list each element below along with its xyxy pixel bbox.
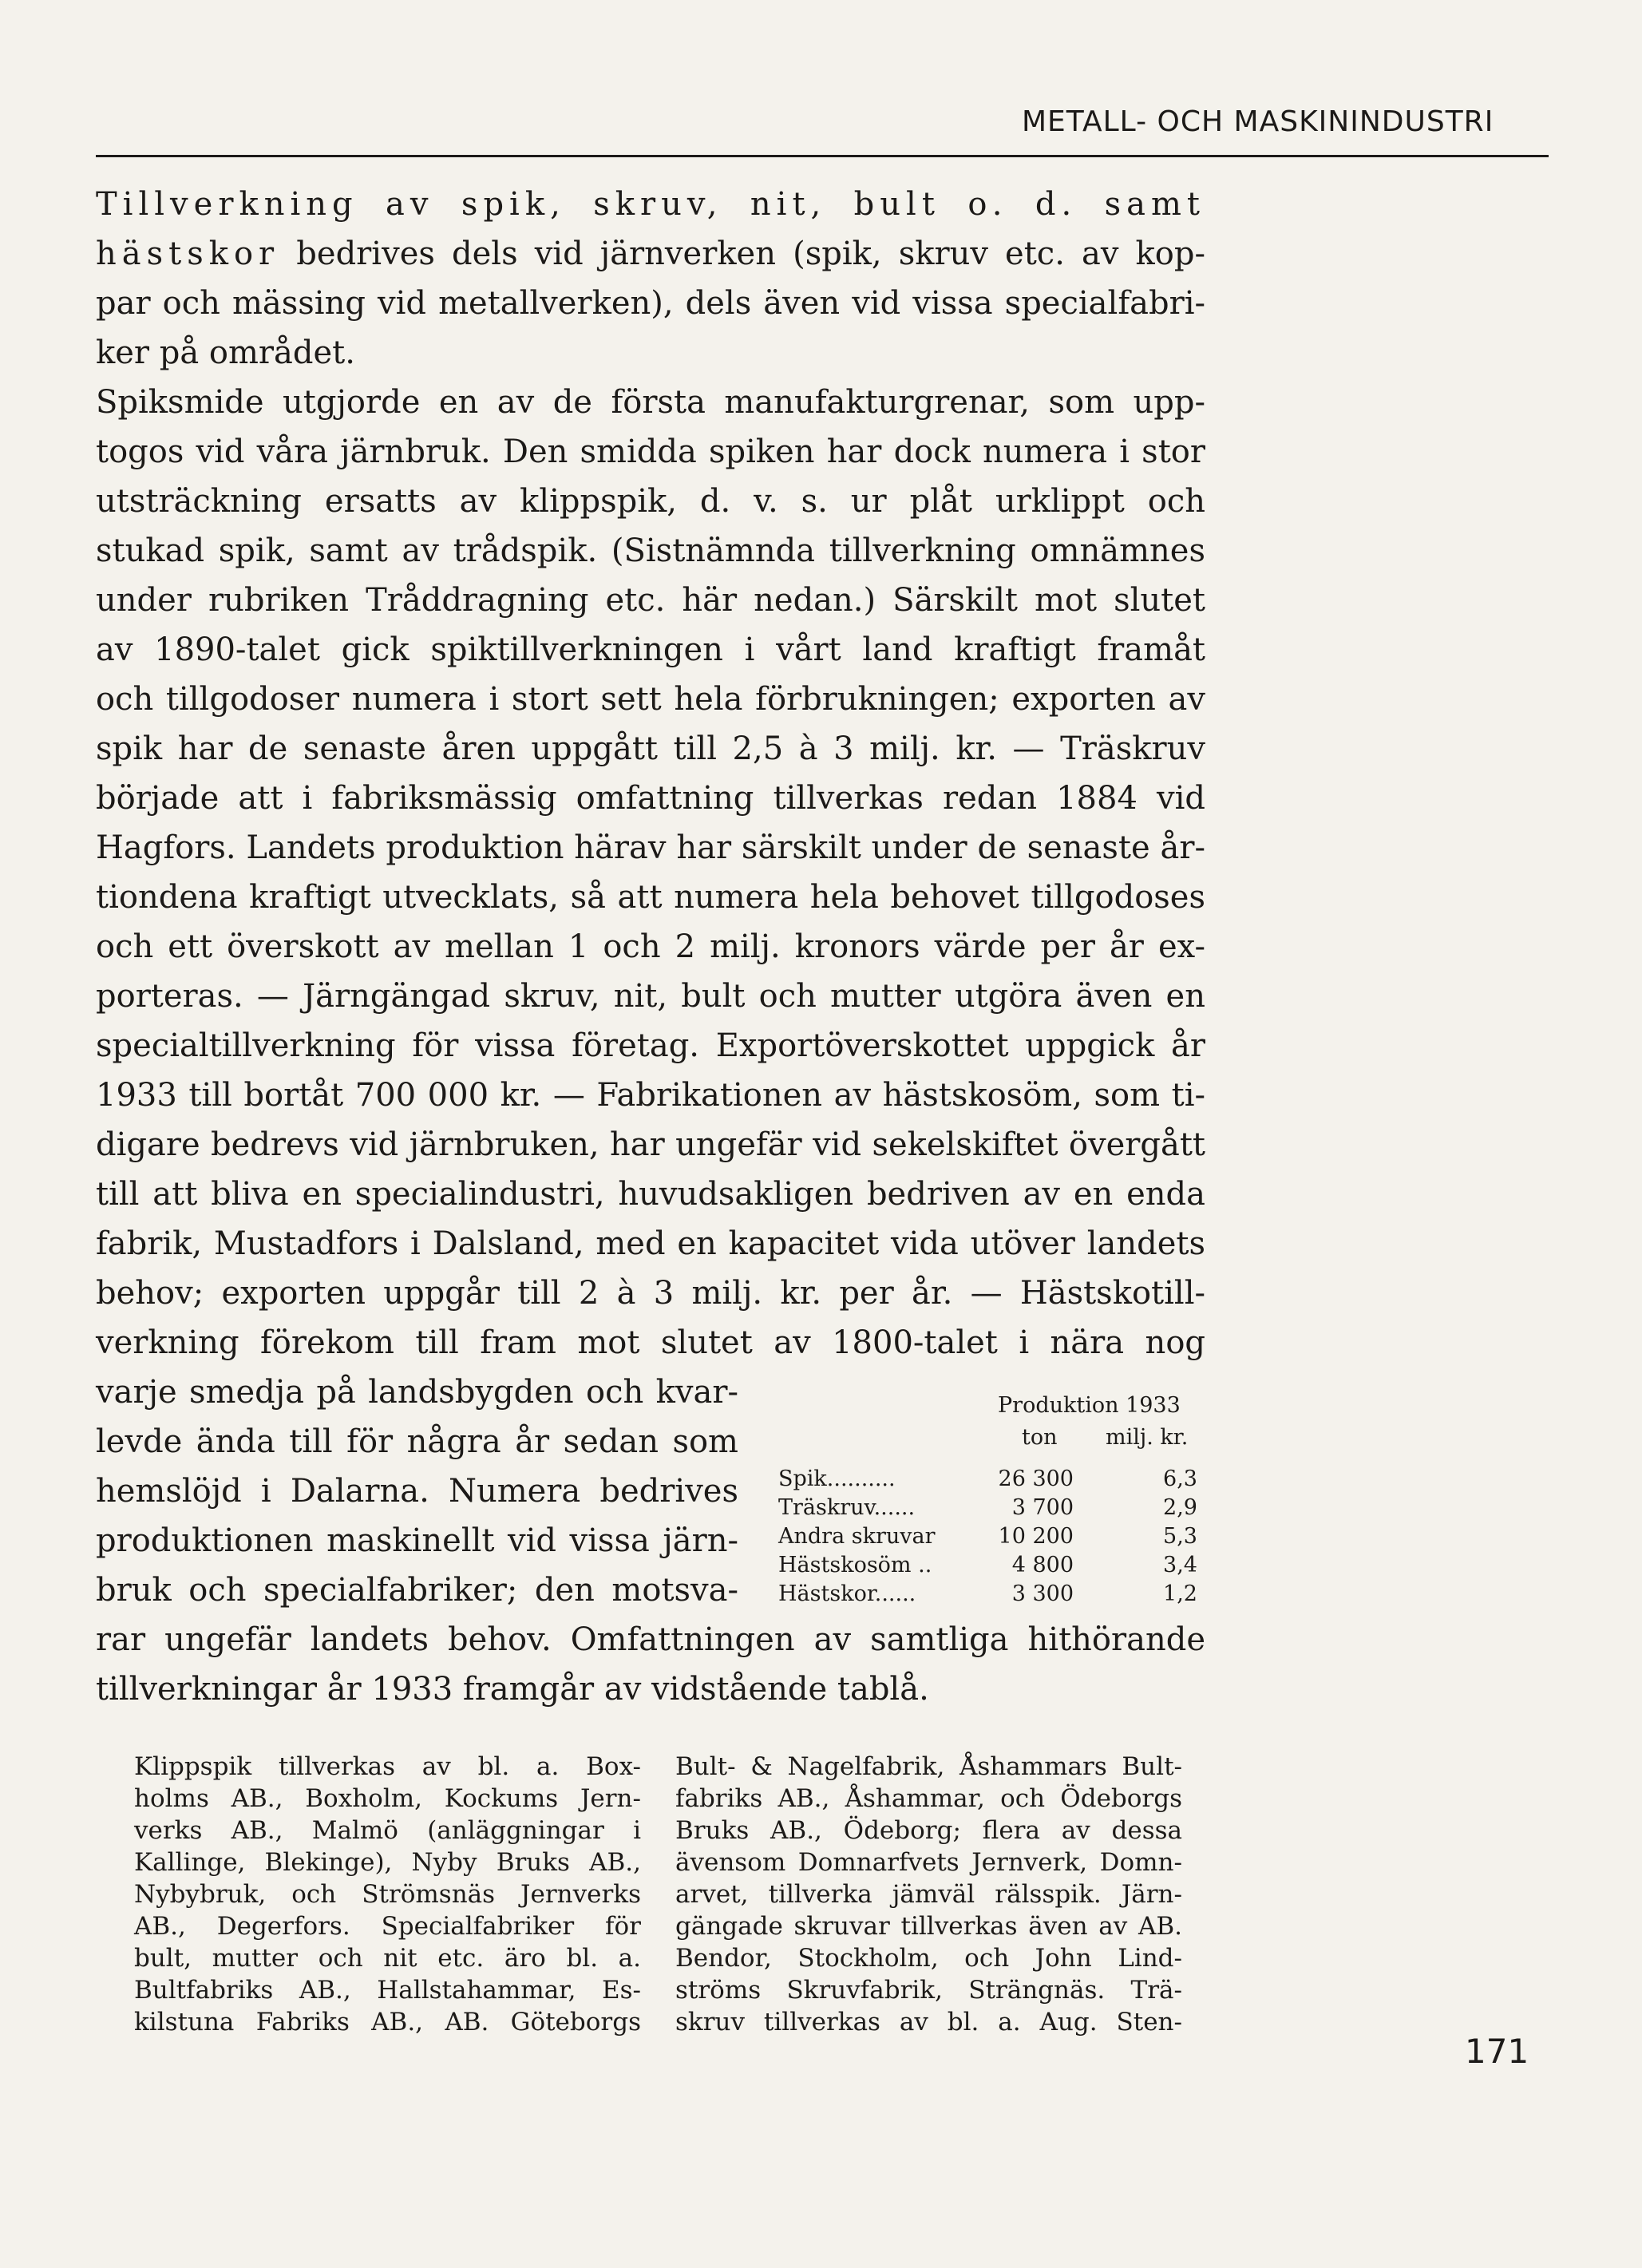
- header-rule: [96, 155, 1549, 157]
- body-line: och ett överskott av mellan 1 och 2 milj. kronors värde per år ex-: [96, 928, 1205, 965]
- spaced-term: hästskor: [96, 236, 280, 272]
- body-line: tillverkningar år 1933 framgår av vidstående tablå.: [96, 1671, 929, 1708]
- footnote-line: kilstuna Fabriks AB., AB. Göteborgs: [134, 2008, 641, 2036]
- table-row-label: Andra skruvar: [778, 1524, 936, 1549]
- table-row-label: Träskruv......: [778, 1495, 916, 1520]
- footnote-line: Bendor, Stockholm, och John Lind-: [675, 1944, 1182, 1973]
- footnote-line: gängade skruvar tillverkas även av AB.: [675, 1912, 1182, 1941]
- body-line: specialtillverkning för vissa företag. Exportöverskottet uppgick år: [96, 1027, 1205, 1064]
- body-line: Spiksmide utgjorde en av de första manufakturgrenar, som upp-: [96, 384, 1205, 421]
- table-row-label: Hästskor......: [778, 1581, 916, 1606]
- body-line: under rubriken Tråddragning etc. här nedan.) Särskilt mot slutet: [96, 582, 1205, 619]
- table-row-ton: 3 300: [1011, 1581, 1074, 1606]
- table-row: [774, 1495, 1221, 1524]
- footnote-line: arvet, tillverka jämväl rälsspik. Järn-: [675, 1880, 1182, 1909]
- footnote-line: ströms Skruvfabrik, Strängnäs. Trä-: [675, 1976, 1182, 2005]
- body-line: varje smedja på landsbygden och kvar-: [96, 1374, 738, 1411]
- body-line: stukad spik, samt av trådspik. (Sistnämnda tillverkning omnämnes: [96, 532, 1205, 569]
- footnote-line: Bruks AB., Ödeborg; flera av dessa: [675, 1816, 1182, 1845]
- running-header: METALL- OCH MASKININDUSTRI: [1022, 105, 1494, 138]
- body-line: par och mässing vid metallverken), dels även vid vissa specialfabri-: [96, 285, 1205, 322]
- body-line-rest: bedrives dels vid järnverken (spik, skruv etc. av kop-: [279, 236, 1205, 272]
- table-row: [774, 1581, 1221, 1610]
- body-line: 1933 till bortåt 700 000 kr. — Fabrikationen av hästskosöm, som ti-: [96, 1077, 1205, 1114]
- body-line: [96, 238, 1205, 270]
- table-row-label: Spik..........: [778, 1466, 896, 1491]
- body-line: ker på området.: [96, 334, 355, 371]
- table-unit-ton: ton: [1022, 1425, 1058, 1450]
- body-line: togos vid våra järnbruk. Den smidda spiken har dock numera i stor: [96, 433, 1205, 470]
- table-row-ton: 26 300: [998, 1466, 1074, 1491]
- body-line: produktionen maskinellt vid vissa järn-: [96, 1522, 738, 1559]
- table-row-mkr: 5,3: [1163, 1524, 1197, 1549]
- body-line: digare bedrevs vid järnbruken, har ungefär vid sekelskiftet övergått: [96, 1126, 1205, 1163]
- table-unit-kr: milj. kr.: [1106, 1425, 1189, 1450]
- table-title: Produktion 1933: [998, 1393, 1181, 1418]
- body-line: Tillverkning av spik, skruv, nit, bult o. d. samt: [96, 186, 1205, 223]
- footnote-line: fabriks AB., Åshammar, och Ödeborgs: [675, 1784, 1182, 1813]
- body-line: tiondena kraftigt utvecklats, så att numera hela behovet tillgodoses: [96, 879, 1205, 916]
- body-line: rar ungefär landets behov. Omfattningen av samtliga hithörande: [96, 1621, 1205, 1658]
- body-line: började att i fabriksmässig omfattning tillverkas redan 1884 vid: [96, 780, 1205, 817]
- body-line: spik har de senaste åren uppgått till 2,5 à 3 milj. kr. — Träskruv: [96, 730, 1205, 767]
- table-row-mkr: 6,3: [1163, 1466, 1197, 1491]
- footnote-line: holms AB., Boxholm, Kockums Jern-: [134, 1784, 641, 1813]
- body-line: och tillgodoser numera i stort sett hela förbrukningen; exporten av: [96, 681, 1205, 718]
- footnote-line: Klippspik tillverkas av bl. a. Box-: [134, 1752, 641, 1781]
- table-row-ton: 3 700: [1011, 1495, 1074, 1520]
- footnote-line: Bultfabriks AB., Hallstahammar, Es-: [134, 1976, 641, 2005]
- table-row-mkr: 3,4: [1163, 1553, 1197, 1577]
- body-line: av 1890-talet gick spiktillverkningen i vårt land kraftigt framåt: [96, 631, 1205, 668]
- table-row-label: Hästskosöm ..: [778, 1553, 932, 1577]
- table-row: [774, 1524, 1221, 1553]
- footnote-line: Bult- & Nagelfabrik, Åshammars Bult-: [675, 1752, 1182, 1781]
- footnote-line: Kallinge, Blekinge), Nyby Bruks AB.,: [134, 1848, 641, 1877]
- footnote-line: verks AB., Malmö (anläggningar i: [134, 1816, 641, 1845]
- body-line: till att bliva en specialindustri, huvudsakligen bedriven av en enda: [96, 1176, 1205, 1213]
- body-line: levde ända till för några år sedan som: [96, 1423, 738, 1460]
- table-row: [774, 1466, 1221, 1495]
- body-line: bruk och specialfabriker; den motsva-: [96, 1572, 738, 1609]
- table-row-ton: 4 800: [1011, 1553, 1074, 1577]
- table-row: [774, 1553, 1221, 1581]
- table-row-ton: 10 200: [998, 1524, 1074, 1549]
- body-line: fabrik, Mustadfors i Dalsland, med en kapacitet vida utöver landets: [96, 1225, 1205, 1262]
- body-line: porteras. — Järngängad skruv, nit, bult och mutter utgöra även en: [96, 978, 1205, 1015]
- footnote-line: skruv tillverkas av bl. a. Aug. Sten-: [675, 2008, 1182, 2036]
- body-line: Hagfors. Landets produktion härav har särskilt under de senaste år-: [96, 829, 1205, 866]
- footnote-line: AB., Degerfors. Specialfabriker för: [134, 1912, 641, 1941]
- body-line: utsträckning ersatts av klippspik, d. v. s. ur plåt urklippt och: [96, 483, 1205, 520]
- footnote-line: ävensom Domnarfvets Jernverk, Domn-: [675, 1848, 1182, 1877]
- table-row-mkr: 2,9: [1163, 1495, 1197, 1520]
- page-number: 171: [1465, 2032, 1529, 2071]
- table-row-mkr: 1,2: [1163, 1581, 1197, 1606]
- footnote-line: Nybybruk, och Strömsnäs Jernverks: [134, 1880, 641, 1909]
- footnote-line: bult, mutter och nit etc. äro bl. a.: [134, 1944, 641, 1973]
- body-line: hemslöjd i Dalarna. Numera bedrives: [96, 1473, 738, 1510]
- body-line: verkning förekom till fram mot slutet av 1800-talet i nära nog: [96, 1324, 1205, 1361]
- body-line: behov; exporten uppgår till 2 à 3 milj. kr. per år. — Hästskotill-: [96, 1275, 1205, 1312]
